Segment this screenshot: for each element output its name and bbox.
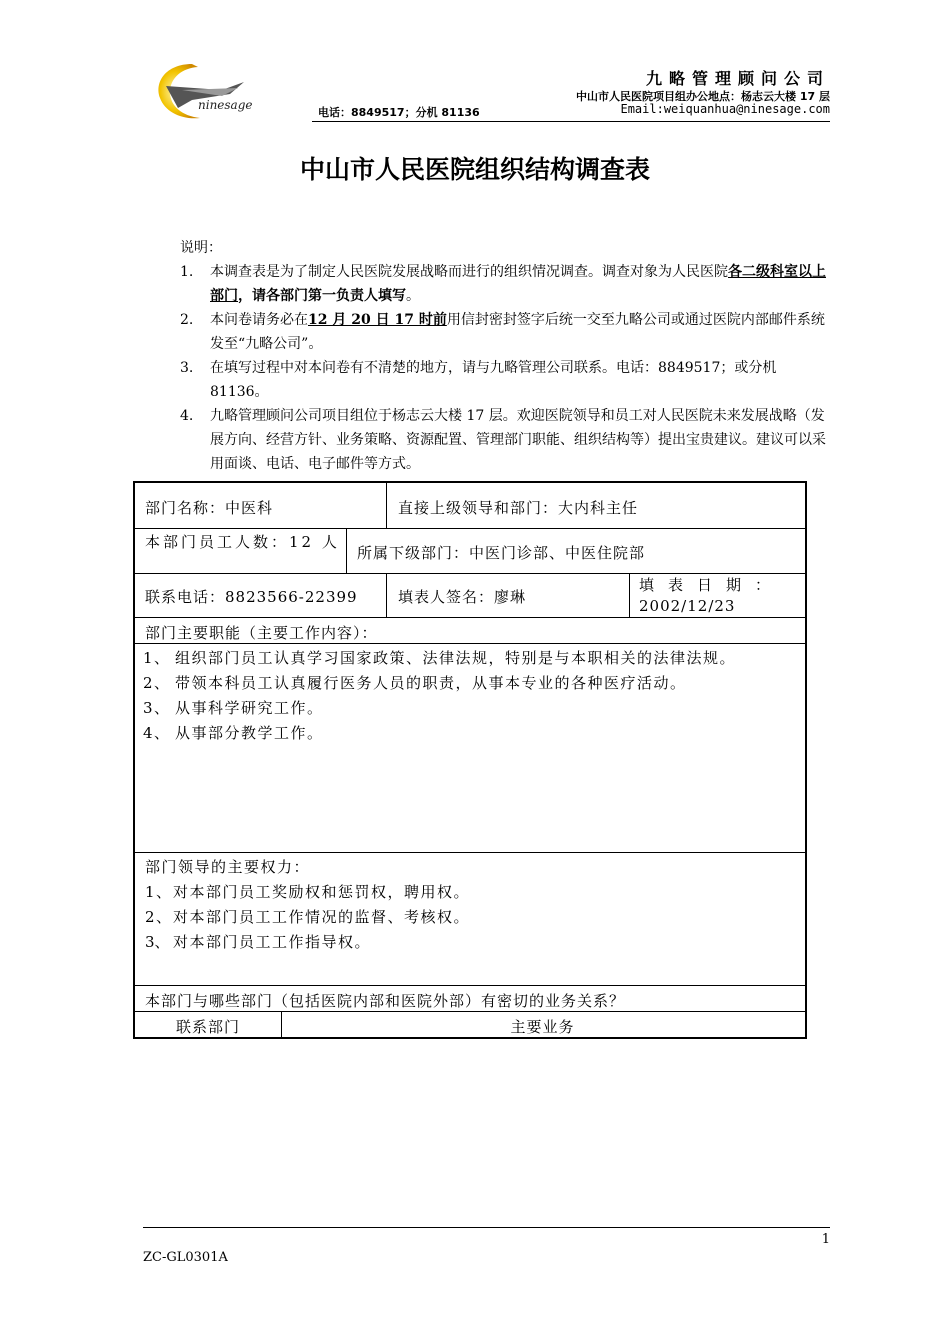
row-divider (135, 528, 805, 529)
list-text: 从事科学研究工作。 (175, 699, 324, 717)
col-header-dept: 联系部门 (175, 1018, 240, 1036)
list-item (135, 696, 797, 721)
header-divider (312, 121, 830, 122)
company-logo (152, 60, 264, 122)
list-number: 4、 (143, 724, 171, 742)
instruction-text: 。 (406, 288, 420, 304)
header-phone: 电话：8849517；分机 81136 (318, 106, 480, 119)
functions-label: 部门主要职能（主要工作内容）： (145, 624, 378, 642)
row-divider (135, 985, 805, 986)
instruction-text: 在填写过程中对本问卷有不清楚的地方，请与九略管理公司联系。电话：8849517；或分机 81136。 (210, 360, 777, 400)
list-number: 1、 (143, 649, 171, 667)
instruction-text: 九略管理顾问公司项目组位于杨志云大楼 17 层。欢迎医院领导和员工对人民医院未来发展战略（发展方向、经营方针、业务策略、资源配置、管理部门职能、组织结构等）提出宝贵建议。建议可以采用面谈、电话、电子邮件等方式。 (210, 408, 826, 472)
instruction-number: 2. (180, 312, 194, 328)
instruction-number: 3. (180, 360, 194, 376)
list-number: 3、 (145, 933, 170, 951)
instruction-text: ， (238, 288, 252, 304)
footer-divider (143, 1227, 830, 1228)
row-divider (135, 617, 805, 618)
list-text: 对本部门员工工作指导权。 (173, 933, 372, 951)
instruction-emphasis: 请各部门第一负责人填写 (252, 288, 406, 304)
list-item (135, 880, 803, 905)
date-value-field[interactable]: 2002/12/23 (639, 597, 736, 615)
list-number: 1、 (145, 883, 173, 901)
powers-section[interactable] (135, 855, 803, 955)
list-number: 2、 (143, 674, 171, 692)
instruction-item (180, 356, 832, 404)
row-divider (135, 852, 805, 853)
instruction-number: 4. (180, 408, 194, 424)
col-header-business: 主要业务 (510, 1018, 575, 1036)
date-label: 填表日期： (639, 576, 785, 594)
subordinate-field[interactable]: 所属下级部门：中医门诊部、中医住院部 (357, 544, 646, 562)
list-number: 2、 (145, 908, 173, 926)
instruction-item (180, 260, 832, 308)
logo-text: ninesage (198, 98, 253, 112)
list-item (135, 930, 803, 955)
dept-name-field[interactable]: 部门名称：中医科 (145, 499, 274, 517)
company-name: 九略管理顾问公司 (645, 69, 830, 88)
header-email: Email:weiquanhua@ninesage.com (620, 102, 830, 116)
functions-list[interactable] (135, 646, 803, 746)
document-code: ZC-GL0301A (143, 1250, 228, 1265)
list-text: 带领本科员工认真履行医务人员的职责，从事本专业的各种医疗活动。 (175, 674, 687, 692)
contact-phone-field[interactable]: 联系电话：8823566-22399 (145, 588, 358, 606)
powers-label: 部门领导的主要权力： (145, 858, 311, 876)
cell-divider (629, 573, 630, 617)
instruction-deadline: 12 月 20 日 17 时前 (308, 312, 447, 328)
instruction-text: 本问卷请务必在 (210, 312, 308, 328)
instructions-heading: 说明： (180, 240, 222, 256)
row-divider (135, 1011, 805, 1012)
list-item (135, 646, 797, 671)
cell-divider (346, 528, 347, 573)
list-number: 3、 (143, 699, 171, 717)
instruction-text: 用信封密封签字后统一交至九略公司或通过医院内部邮件系统发至“九略公司”。 (210, 312, 825, 352)
filler-signature-field[interactable]: 填表人签名：廖琳 (398, 588, 527, 606)
list-item (135, 721, 797, 746)
instruction-number: 1. (180, 264, 194, 280)
list-text: 对本部门员工奖励权和惩罚权，聘用权。 (173, 883, 471, 901)
staff-count-field[interactable]: 本部门员工人数：12 人 (145, 533, 340, 551)
superior-field[interactable]: 直接上级领导和部门：大内科主任 (398, 499, 639, 517)
survey-form (133, 481, 807, 1039)
instruction-text: 本调查表是为了制定人民医院发展战略而进行的组织情况调查。调查对象为人民医院 (210, 264, 728, 280)
office-address: 中山市人民医院项目组办公地点：杨志云大楼 17 层 (576, 90, 830, 103)
relations-label: 本部门与哪些部门（包括医院内部和医院外部）有密切的业务关系？ (145, 992, 626, 1010)
list-item (135, 671, 797, 696)
instruction-item (180, 404, 832, 476)
row-divider (135, 643, 805, 644)
page-title: 中山市人民医院组织结构调查表 (299, 155, 650, 184)
cell-divider (386, 483, 387, 528)
instruction-emphasis: 各二级科室以上部门 (210, 264, 826, 304)
list-item (135, 905, 803, 930)
list-text: 从事部分教学工作。 (175, 724, 324, 742)
instruction-item (180, 308, 832, 356)
cell-divider (386, 573, 387, 617)
list-text: 对本部门员工工作情况的监督、考核权。 (173, 908, 471, 926)
page-number: 1 (821, 1232, 830, 1247)
list-text: 组织部门员工认真学习国家政策、法律法规，特别是与本职相关的法律法规。 (175, 649, 737, 667)
instructions (180, 236, 832, 476)
